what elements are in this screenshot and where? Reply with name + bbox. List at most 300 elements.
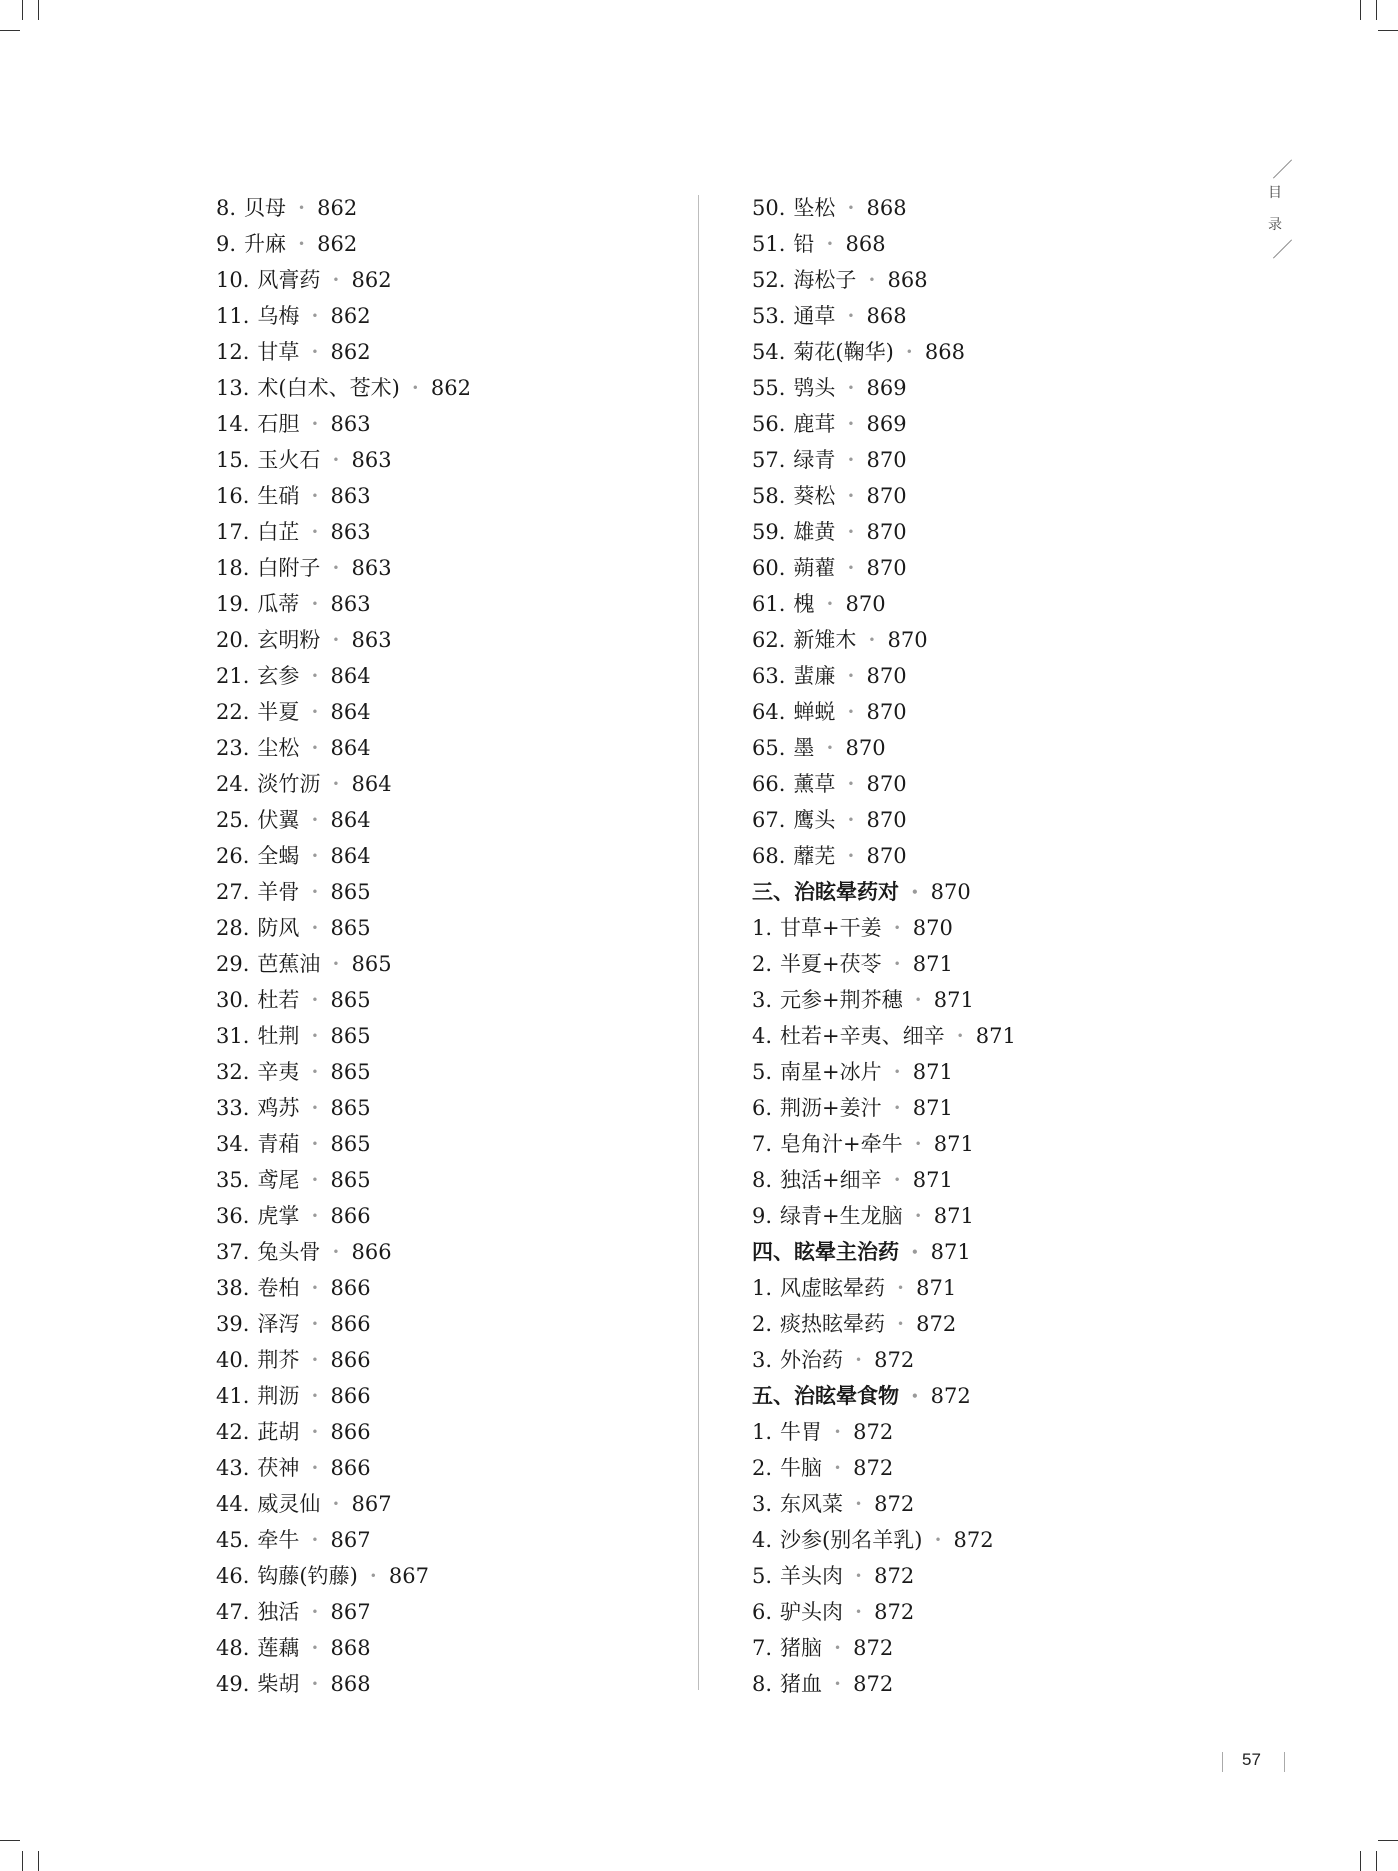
toc-entry-page: 870 [912,916,953,940]
toc-entry-title: 荆芥 [257,1348,300,1372]
toc-entry[interactable] [216,1162,471,1198]
leader-dot: • [332,452,340,467]
toc-entry[interactable] [216,514,471,550]
toc-entry-number: 36. [216,1204,250,1228]
toc-entry-number: 6. [752,1600,773,1624]
leader-dot: • [332,956,340,971]
toc-entry-title: 全蝎 [257,844,300,868]
toc-entry[interactable] [752,514,1016,550]
leader-dot: • [311,1424,319,1439]
toc-entry-number: 12. [216,340,250,364]
toc-entry-number: 57. [752,448,786,472]
leader-dot: • [847,848,855,863]
toc-entry-title: 瓜蒂 [257,592,300,616]
toc-entry[interactable] [216,658,471,694]
toc-entry-page: 863 [351,448,392,472]
leader-dot: • [855,1352,863,1367]
toc-entry[interactable] [752,1594,1016,1630]
toc-entry-page: 872 [874,1348,915,1372]
toc-entry[interactable] [216,1090,471,1126]
toc-entry-page: 862 [430,376,471,400]
toc-entry[interactable] [216,946,471,982]
toc-entry-number: 16. [216,484,250,508]
toc-entry-title: 伏翼 [257,808,300,832]
toc-entry[interactable] [752,550,1016,586]
toc-entry[interactable] [216,1054,471,1090]
toc-entry[interactable] [216,874,471,910]
toc-entry-number: 9. [752,1204,773,1228]
toc-entry[interactable] [216,1630,471,1666]
toc-entry[interactable] [216,298,471,334]
toc-entry-title: 杜若+辛夷、细辛 [780,1024,945,1048]
toc-entry-number: 45. [216,1528,250,1552]
leader-dot: • [893,920,901,935]
leader-dot: • [897,1280,905,1295]
toc-section-heading[interactable] [752,1378,1016,1414]
leader-dot: • [914,1136,922,1151]
toc-entry-number: 67. [752,808,786,832]
leader-dot: • [311,1388,319,1403]
leader-dot: • [332,1244,340,1259]
toc-entry-number: 1. [752,916,773,940]
toc-entry-number: 8. [752,1168,773,1192]
toc-entry-title: 白附子 [257,556,321,580]
toc-entry-number: 62. [752,628,786,652]
toc-entry[interactable] [216,1558,471,1594]
toc-entry[interactable] [752,1306,1016,1342]
toc-entry-page: 871 [933,1204,974,1228]
crop-mark-top-left-v2 [38,0,39,20]
toc-entry-title: 牛脑 [780,1456,823,1480]
toc-entry-title: 青葙 [257,1132,300,1156]
toc-entry-number: 2. [752,1312,773,1336]
toc-entry-title: 独活+细辛 [780,1168,882,1192]
toc-entry-page: 868 [866,196,907,220]
toc-entry-number: 40. [216,1348,250,1372]
toc-entry-title: 猪脑 [780,1636,823,1660]
toc-entry[interactable] [216,1342,471,1378]
leader-dot: • [311,524,319,539]
toc-entry-number: 2. [752,1456,773,1480]
leader-dot: • [311,488,319,503]
toc-entry[interactable] [752,1162,1016,1198]
toc-entry-title: 通草 [793,304,836,328]
toc-entry-number: 51. [752,232,786,256]
toc-entry[interactable] [752,1054,1016,1090]
toc-entry-title: 升麻 [244,232,287,256]
toc-entry[interactable] [752,910,1016,946]
toc-entry-number: 65. [752,736,786,760]
toc-entry-page: 870 [866,484,907,508]
crop-mark-top-left-v [22,0,23,20]
toc-entry-title: 南星+冰片 [780,1060,882,1084]
toc-entry-title: 元参+荆芥穗 [780,988,903,1012]
toc-entry[interactable] [216,838,471,874]
toc-entry-title: 东风菜 [780,1492,844,1516]
leader-dot: • [834,1424,842,1439]
toc-entry-number: 22. [216,700,250,724]
toc-entry[interactable] [216,334,471,370]
toc-entry[interactable] [752,766,1016,802]
leader-dot: • [311,1208,319,1223]
toc-entry-page: 871 [912,1168,953,1192]
toc-entry-title: 独活 [257,1600,300,1624]
page-number: 57 [1242,1750,1261,1769]
toc-entry-page: 872 [916,1312,957,1336]
toc-entry-page: 869 [866,376,907,400]
toc-entry-number: 25. [216,808,250,832]
toc-entry-title: 兔头骨 [257,1240,321,1264]
toc-entry-number: 5. [752,1060,773,1084]
toc-entry-page: 870 [866,556,907,580]
toc-entry-number: 8. [752,1672,773,1696]
toc-entry-page: 868 [866,304,907,328]
leader-dot: • [911,1388,919,1403]
toc-entry[interactable] [752,1126,1016,1162]
toc-entry[interactable] [752,1450,1016,1486]
toc-entry-page: 866 [330,1420,371,1444]
toc-entry-title: 薰草 [793,772,836,796]
toc-entry[interactable] [216,1270,471,1306]
toc-entry[interactable] [216,262,471,298]
toc-entry-page: 866 [330,1456,371,1480]
toc-entry[interactable] [752,298,1016,334]
leader-dot: • [855,1604,863,1619]
leader-dot: • [847,776,855,791]
toc-entry[interactable] [216,1306,471,1342]
toc-entry[interactable] [216,802,471,838]
toc-entry[interactable] [216,910,471,946]
leader-dot: • [847,308,855,323]
toc-entry[interactable] [216,586,471,622]
toc-entry[interactable] [216,1522,471,1558]
leader-dot: • [311,704,319,719]
toc-entry[interactable] [216,442,471,478]
toc-entry[interactable] [216,478,471,514]
leader-dot: • [311,992,319,1007]
toc-entry[interactable] [752,262,1016,298]
toc-entry[interactable] [216,226,471,262]
crop-mark-bottom-left-h [0,1840,20,1841]
toc-entry[interactable] [216,982,471,1018]
toc-entry-page: 866 [351,1240,392,1264]
toc-entry[interactable] [752,334,1016,370]
leader-dot: • [311,1100,319,1115]
toc-entry-page: 865 [330,1168,371,1192]
toc-entry-page: 872 [874,1600,915,1624]
leader-dot: • [934,1532,942,1547]
toc-entry[interactable] [752,1522,1016,1558]
folio-bar-right [1284,1752,1285,1772]
leader-dot: • [311,1604,319,1619]
crop-mark-top-right-h [1378,30,1398,31]
toc-entry-title: 乌梅 [257,304,300,328]
leader-dot: • [311,1280,319,1295]
toc-entry-title: 半夏 [257,700,300,724]
leader-dot: • [332,272,340,287]
toc-entry-page: 864 [330,844,371,868]
toc-entry-page: 871 [933,988,974,1012]
toc-entry[interactable] [216,1414,471,1450]
toc-entry[interactable] [216,730,471,766]
toc-entry[interactable] [216,370,471,406]
toc-entry[interactable] [216,190,471,226]
toc-entry-number: 63. [752,664,786,688]
toc-entry-page: 867 [330,1528,371,1552]
toc-entry-number: 28. [216,916,250,940]
toc-entry-number: 41. [216,1384,250,1408]
toc-entry-number: 7. [752,1636,773,1660]
folio-bar-left [1222,1752,1223,1772]
toc-entry[interactable] [752,730,1016,766]
toc-entry[interactable] [216,622,471,658]
toc-entry-number: 52. [752,268,786,292]
leader-dot: • [311,1352,319,1367]
leader-dot: • [311,848,319,863]
toc-entry[interactable] [752,1666,1016,1702]
toc-entry[interactable] [216,406,471,442]
toc-entry-number: 58. [752,484,786,508]
toc-entry[interactable] [216,1594,471,1630]
leader-dot: • [847,452,855,467]
toc-entry-title: 卷柏 [257,1276,300,1300]
toc-entry-page: 870 [866,700,907,724]
toc-entry-number: 50. [752,196,786,220]
toc-entry-title: 鸮头 [793,376,836,400]
toc-entry-title: 荆沥 [257,1384,300,1408]
toc-entry-page: 865 [330,1060,371,1084]
toc-entry-number: 31. [216,1024,250,1048]
toc-entry-number: 47. [216,1600,250,1624]
leader-dot: • [914,992,922,1007]
leader-dot: • [311,1172,319,1187]
toc-entry-number: 15. [216,448,250,472]
toc-entry[interactable] [752,190,1016,226]
toc-entry-page: 862 [317,232,358,256]
toc-entry-title: 鸢尾 [257,1168,300,1192]
leader-dot: • [298,200,306,215]
toc-entry-page: 872 [853,1636,894,1660]
toc-entry-page: 865 [351,952,392,976]
toc-right-column [752,190,1016,1702]
toc-entry[interactable] [752,586,1016,622]
toc-left-column [216,190,471,1702]
toc-entry-page: 868 [845,232,886,256]
leader-dot: • [311,1028,319,1043]
toc-entry-page: 862 [317,196,358,220]
toc-entry-title: 牡荆 [257,1024,300,1048]
toc-entry-page: 863 [330,592,371,616]
toc-entry-number: 46. [216,1564,250,1588]
toc-entry-title: 半夏+茯苓 [780,952,882,976]
toc-entry-page: 867 [351,1492,392,1516]
toc-entry-title: 四、眩晕主治药 [752,1239,899,1264]
leader-dot: • [847,524,855,539]
toc-entry-title: 羊头肉 [780,1564,844,1588]
toc-entry[interactable] [216,1666,471,1702]
toc-section-heading[interactable] [752,1234,1016,1270]
toc-entry[interactable] [216,550,471,586]
toc-entry[interactable] [752,622,1016,658]
toc-entry-title: 尘松 [257,736,300,760]
toc-entry-title: 坠松 [793,196,836,220]
toc-entry-number: 61. [752,592,786,616]
toc-entry-number: 68. [752,844,786,868]
toc-entry-page: 868 [330,1636,371,1660]
toc-entry-page: 868 [887,268,928,292]
toc-entry[interactable] [752,226,1016,262]
toc-entry-title: 辛夷 [257,1060,300,1084]
toc-entry[interactable] [752,1486,1016,1522]
toc-entry-number: 11. [216,304,250,328]
toc-entry-number: 13. [216,376,250,400]
toc-entry[interactable] [216,1234,471,1270]
toc-entry-number: 44. [216,1492,250,1516]
toc-entry-page: 871 [912,1060,953,1084]
toc-entry[interactable] [216,1378,471,1414]
toc-entry-number: 20. [216,628,250,652]
toc-entry-number: 23. [216,736,250,760]
leader-dot: • [847,200,855,215]
toc-entry-title: 玄明粉 [257,628,321,652]
toc-entry[interactable] [752,982,1016,1018]
leader-dot: • [834,1676,842,1691]
toc-entry-title: 蒴藋 [793,556,836,580]
toc-entry-page: 872 [853,1420,894,1444]
toc-entry-page: 866 [330,1348,371,1372]
toc-entry-page: 870 [930,880,971,904]
toc-entry-title: 芭蕉油 [257,952,321,976]
toc-entry-page: 871 [912,952,953,976]
toc-entry[interactable] [752,1270,1016,1306]
toc-entry-number: 4. [752,1528,773,1552]
toc-entry[interactable] [752,478,1016,514]
leader-dot: • [311,344,319,359]
toc-entry-page: 863 [351,628,392,652]
toc-entry-page: 865 [330,1096,371,1120]
toc-entry-title: 三、治眩晕药对 [752,879,899,904]
toc-entry-title: 绿青 [793,448,836,472]
side-nav-toc-tab[interactable] [1262,164,1292,256]
leader-dot: • [847,416,855,431]
leader-dot: • [893,1172,901,1187]
toc-entry[interactable] [752,1558,1016,1594]
toc-entry-page: 871 [975,1024,1016,1048]
toc-entry-title: 猪血 [780,1672,823,1696]
toc-entry-title: 菊花(鞠华) [793,340,894,364]
toc-entry-number: 27. [216,880,250,904]
toc-entry[interactable] [752,838,1016,874]
toc-entry-title: 牛胃 [780,1420,823,1444]
leader-dot: • [826,236,834,251]
toc-entry[interactable] [752,406,1016,442]
toc-entry-page: 867 [388,1564,429,1588]
toc-entry[interactable] [752,1018,1016,1054]
toc-entry-number: 10. [216,268,250,292]
leader-dot: • [311,1676,319,1691]
toc-entry-number: 4. [752,1024,773,1048]
toc-entry-title: 荆沥+姜汁 [780,1096,882,1120]
toc-entry-title: 白芷 [257,520,300,544]
toc-entry-number: 1. [752,1420,773,1444]
toc-entry-number: 53. [752,304,786,328]
toc-entry[interactable] [752,1198,1016,1234]
toc-entry-page: 864 [330,808,371,832]
toc-entry[interactable] [752,802,1016,838]
leader-dot: • [311,1640,319,1655]
leader-dot: • [847,668,855,683]
toc-entry-title: 术(白术、苍术) [257,376,400,400]
leader-dot: • [868,272,876,287]
leader-dot: • [897,1316,905,1331]
toc-entry-number: 3. [752,988,773,1012]
toc-entry-page: 866 [330,1312,371,1336]
toc-entry-title: 五、治眩晕食物 [752,1383,899,1408]
toc-entry-page: 870 [866,844,907,868]
toc-entry[interactable] [752,1630,1016,1666]
toc-entry[interactable] [216,766,471,802]
toc-entry[interactable] [752,946,1016,982]
leader-dot: • [332,776,340,791]
toc-entry[interactable] [752,370,1016,406]
toc-entry-number: 35. [216,1168,250,1192]
toc-entry[interactable] [216,1450,471,1486]
leader-dot: • [369,1568,377,1583]
toc-entry[interactable] [752,694,1016,730]
leader-dot: • [834,1640,842,1655]
toc-entry[interactable] [216,1486,471,1522]
toc-entry-title: 鹰头 [793,808,836,832]
toc-entry[interactable] [216,1018,471,1054]
toc-entry-number: 26. [216,844,250,868]
toc-entry[interactable] [752,1342,1016,1378]
toc-entry-page: 864 [330,736,371,760]
toc-entry-page: 871 [912,1096,953,1120]
toc-entry-title: 槐 [793,592,815,616]
toc-entry-page: 865 [330,1132,371,1156]
toc-entry[interactable] [752,1414,1016,1450]
toc-entry[interactable] [216,1126,471,1162]
side-nav-slash-bottom [1273,239,1292,258]
toc-section-heading[interactable] [752,874,1016,910]
leader-dot: • [911,1244,919,1259]
leader-dot: • [311,1532,319,1547]
toc-entry[interactable] [216,694,471,730]
toc-entry-number: 9. [216,232,237,256]
leader-dot: • [911,884,919,899]
toc-entry-number: 29. [216,952,250,976]
crop-mark-bottom-left-v [22,1851,23,1871]
leader-dot: • [311,1136,319,1151]
toc-entry[interactable] [216,1198,471,1234]
toc-entry-title: 鹿茸 [793,412,836,436]
toc-entry-title: 沙参(别名羊乳) [780,1528,923,1552]
toc-entry-number: 33. [216,1096,250,1120]
toc-entry-page: 865 [330,988,371,1012]
leader-dot: • [311,1460,319,1475]
toc-entry-number: 37. [216,1240,250,1264]
toc-entry-page: 872 [874,1564,915,1588]
leader-dot: • [311,596,319,611]
leader-dot: • [834,1460,842,1475]
toc-entry[interactable] [752,442,1016,478]
toc-entry-page: 871 [933,1132,974,1156]
toc-entry-title: 新雉木 [793,628,857,652]
toc-entry-page: 868 [924,340,965,364]
toc-entry[interactable] [752,1090,1016,1126]
toc-entry-page: 870 [866,808,907,832]
toc-entry[interactable] [752,658,1016,694]
